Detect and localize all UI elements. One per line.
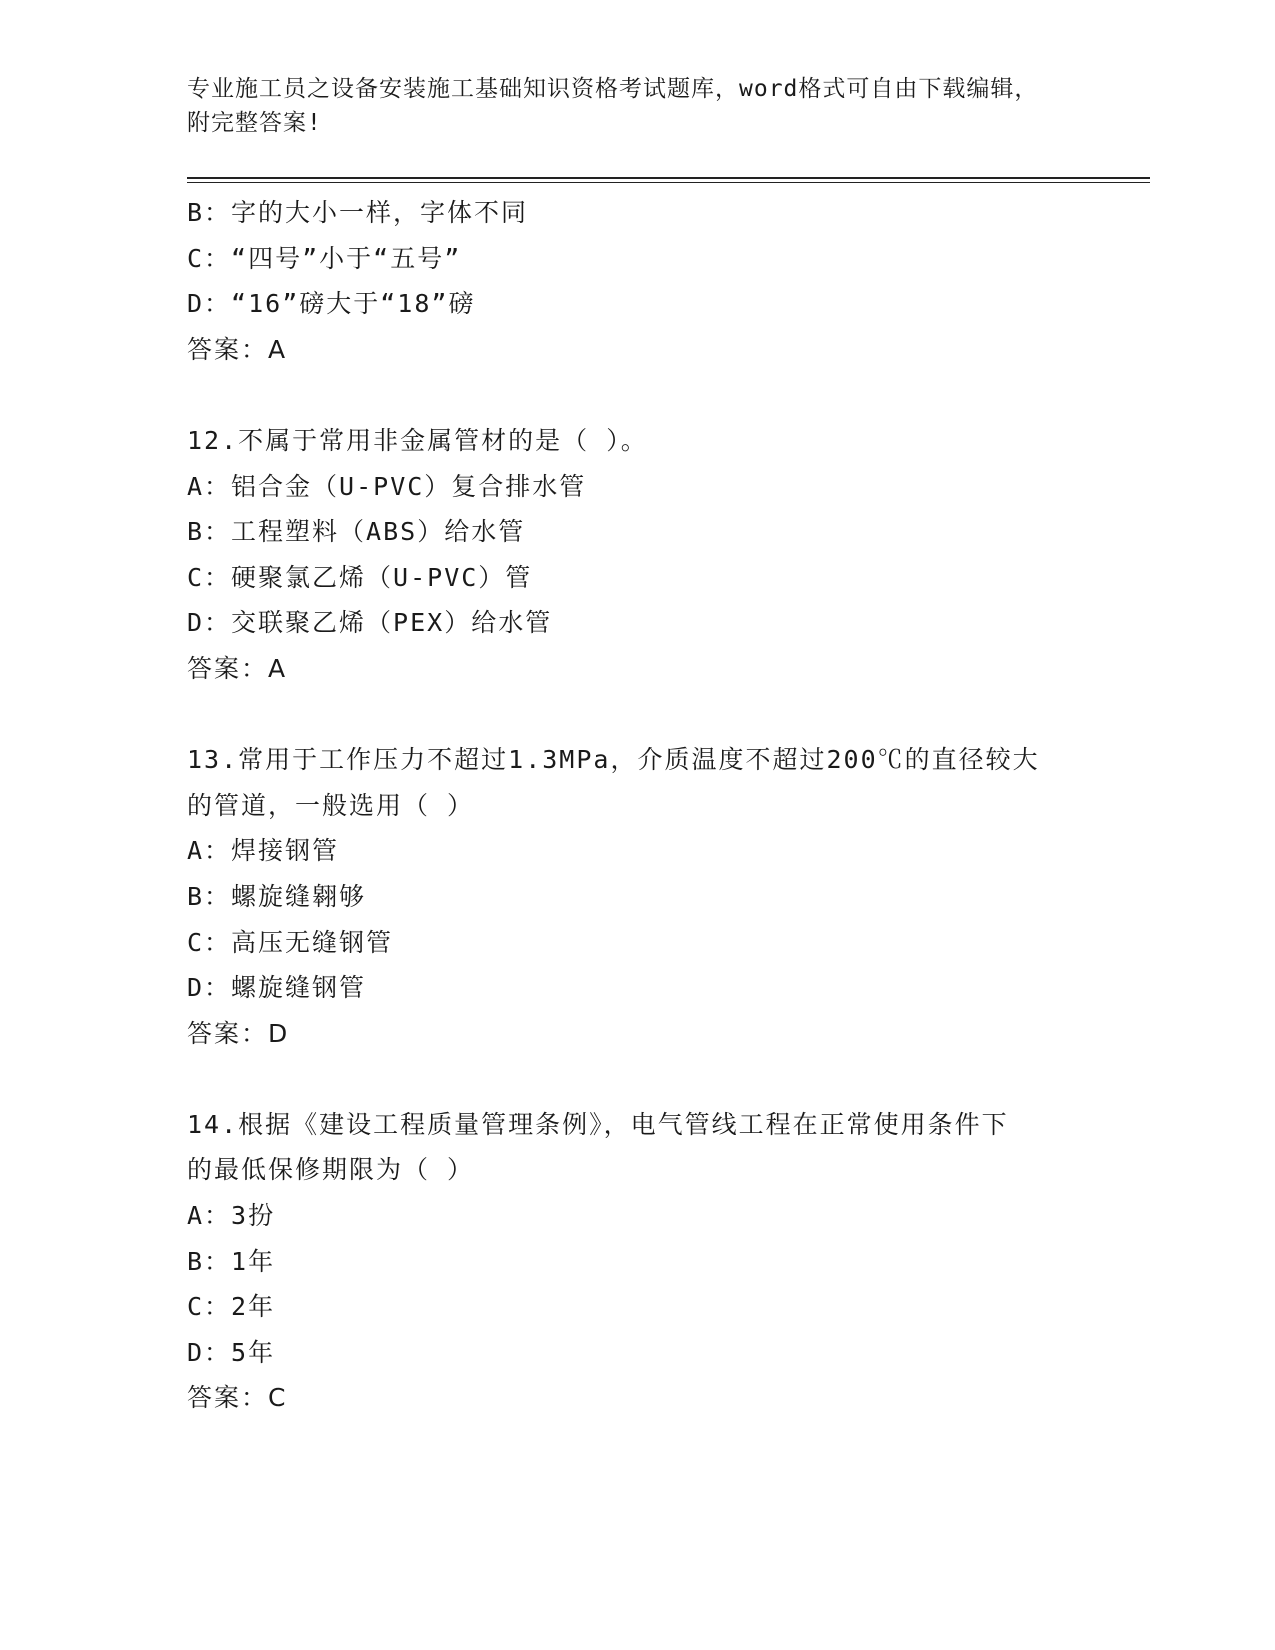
header-divider-thick: [187, 177, 1150, 179]
option-c: C：高压无缝钢管: [187, 927, 394, 957]
header-line-1: 专业施工员之设备安装施工基础知识资格考试题库，word格式可自由下载编辑，: [187, 76, 1039, 102]
previous-question-tail: [187, 190, 1087, 372]
option-d: D：5年: [187, 1337, 276, 1367]
question-12: [187, 418, 1087, 692]
document-header: [187, 72, 1087, 140]
option-a: A：3扮: [187, 1201, 276, 1231]
question-stem: 12.不属于常用非金属管材的是（ ）。: [187, 425, 648, 455]
question-stem: 13.常用于工作压力不超过1.3MPa，介质温度不超过200℃的直径较大: [187, 745, 1040, 775]
option-a: A：铝合金（U-PVC）复合排水管: [187, 471, 587, 501]
question-13: [187, 737, 1087, 1056]
question-stem: 14.根据《建设工程质量管理条例》，电气管线工程在正常使用条件下: [187, 1109, 1009, 1139]
answer-line: 答案：A: [187, 334, 288, 364]
option-c: C：2年: [187, 1292, 276, 1322]
option-c: C：硬聚氯乙烯（U-PVC）管: [187, 562, 533, 592]
option-d: D：“16”磅大于“18”磅: [187, 289, 476, 319]
answer-line: 答案：C: [187, 1383, 288, 1413]
header-line-2: 附完整答案!: [187, 110, 322, 136]
option-b: B：字的大小一样，字体不同: [187, 198, 529, 227]
question-stem-continued: 的最低保修期限为（ ）: [187, 1155, 475, 1185]
question-content: [187, 190, 1087, 1421]
header-divider-thin: [187, 182, 1150, 183]
spacer: [187, 372, 1087, 418]
question-14: [187, 1102, 1087, 1421]
spacer: [187, 692, 1087, 738]
spacer: [187, 1056, 1087, 1102]
option-b: B：螺旋缝翱够: [187, 881, 367, 911]
answer-line: 答案：A: [187, 653, 288, 683]
question-stem-continued: 的管道，一般选用（ ）: [187, 790, 475, 820]
option-b: B：工程塑料（ABS）给水管: [187, 517, 526, 547]
answer-line: 答案：D: [187, 1018, 290, 1048]
option-b: B：1年: [187, 1246, 276, 1276]
option-c: C：“四号”小于“五号”: [187, 243, 462, 273]
option-d: D：螺旋缝钢管: [187, 973, 367, 1003]
option-a: A：焊接钢管: [187, 836, 340, 866]
option-d: D：交联聚乙烯（PEX）给水管: [187, 608, 553, 638]
